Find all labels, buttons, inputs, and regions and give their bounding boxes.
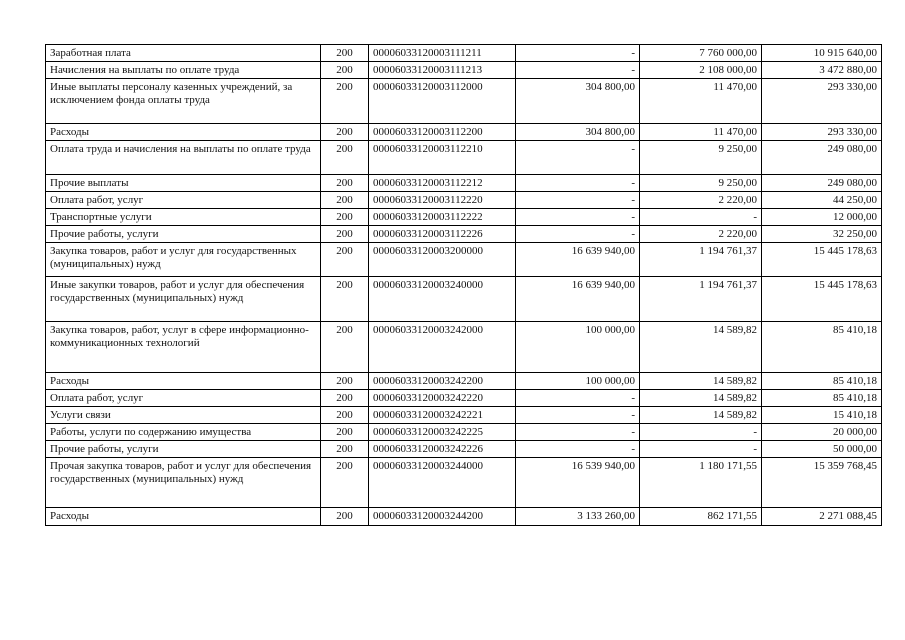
row-name: Оплата труда и начисления на выплаты по оплате труда [46, 141, 321, 175]
row-line-code: 200 [321, 373, 369, 390]
budget-table [45, 44, 882, 526]
row-name: Расходы [46, 373, 321, 390]
row-budget-code: 00006033120003112000 [369, 79, 516, 124]
row-line-code: 200 [321, 45, 369, 62]
row-budget-code: 00006033120003200000 [369, 243, 516, 277]
row-executed: 9 250,00 [640, 141, 762, 175]
row-executed: - [640, 441, 762, 458]
row-name: Прочая закупка товаров, работ и услуг для обеспечения государственных (муниципальных) нужд [46, 458, 321, 508]
row-executed: 9 250,00 [640, 175, 762, 192]
row-approved: - [516, 141, 640, 175]
row-budget-code: 00006033120003242225 [369, 424, 516, 441]
row-budget-code: 00006033120003111211 [369, 45, 516, 62]
row-budget-code: 00006033120003242000 [369, 322, 516, 373]
row-approved: - [516, 175, 640, 192]
row-remaining: 15 445 178,63 [762, 243, 882, 277]
row-line-code: 200 [321, 79, 369, 124]
row-name: Услуги связи [46, 407, 321, 424]
row-budget-code: 00006033120003242221 [369, 407, 516, 424]
row-line-code: 200 [321, 141, 369, 175]
row-name: Закупка товаров, работ, услуг в сфере информационно-коммуникационных технологий [46, 322, 321, 373]
row-name: Расходы [46, 508, 321, 526]
table-row [46, 441, 882, 458]
row-remaining: 249 080,00 [762, 175, 882, 192]
budget-table-body [46, 45, 882, 526]
row-remaining: 44 250,00 [762, 192, 882, 209]
row-approved: - [516, 407, 640, 424]
table-row [46, 373, 882, 390]
table-row [46, 458, 882, 508]
row-executed: 11 470,00 [640, 124, 762, 141]
table-row [46, 508, 882, 526]
row-line-code: 200 [321, 124, 369, 141]
row-remaining: 15 359 768,45 [762, 458, 882, 508]
row-executed: - [640, 209, 762, 226]
row-remaining: 293 330,00 [762, 124, 882, 141]
row-line-code: 200 [321, 390, 369, 407]
row-budget-code: 00006033120003112200 [369, 124, 516, 141]
row-name: Расходы [46, 124, 321, 141]
row-executed: 1 194 761,37 [640, 243, 762, 277]
row-budget-code: 00006033120003111213 [369, 62, 516, 79]
row-name: Прочие работы, услуги [46, 441, 321, 458]
table-row [46, 243, 882, 277]
row-approved: - [516, 45, 640, 62]
row-remaining: 15 410,18 [762, 407, 882, 424]
row-name: Оплата работ, услуг [46, 192, 321, 209]
row-approved: 304 800,00 [516, 124, 640, 141]
row-name: Иные закупки товаров, работ и услуг для обеспечения государственных (муниципальных) нужд [46, 277, 321, 322]
row-name: Закупка товаров, работ и услуг для государственных (муниципальных) нужд [46, 243, 321, 277]
row-budget-code: 00006033120003112226 [369, 226, 516, 243]
row-line-code: 200 [321, 175, 369, 192]
row-budget-code: 00006033120003244200 [369, 508, 516, 526]
table-row [46, 79, 882, 124]
row-remaining: 15 445 178,63 [762, 277, 882, 322]
row-approved: - [516, 441, 640, 458]
row-executed: 11 470,00 [640, 79, 762, 124]
row-line-code: 200 [321, 458, 369, 508]
row-approved: 16 639 940,00 [516, 243, 640, 277]
row-executed: 1 194 761,37 [640, 277, 762, 322]
row-executed: 1 180 171,55 [640, 458, 762, 508]
table-row [46, 226, 882, 243]
table-row [46, 277, 882, 322]
row-executed: - [640, 424, 762, 441]
row-budget-code: 00006033120003242220 [369, 390, 516, 407]
row-executed: 862 171,55 [640, 508, 762, 526]
table-row [46, 141, 882, 175]
row-line-code: 200 [321, 424, 369, 441]
row-budget-code: 00006033120003112222 [369, 209, 516, 226]
row-approved: - [516, 62, 640, 79]
row-executed: 2 220,00 [640, 226, 762, 243]
row-budget-code: 00006033120003244000 [369, 458, 516, 508]
row-remaining: 293 330,00 [762, 79, 882, 124]
row-budget-code: 00006033120003112212 [369, 175, 516, 192]
table-row [46, 62, 882, 79]
row-line-code: 200 [321, 192, 369, 209]
row-line-code: 200 [321, 407, 369, 424]
row-approved: 16 639 940,00 [516, 277, 640, 322]
row-remaining: 85 410,18 [762, 373, 882, 390]
row-name: Прочие работы, услуги [46, 226, 321, 243]
row-approved: - [516, 192, 640, 209]
row-remaining: 10 915 640,00 [762, 45, 882, 62]
row-line-code: 200 [321, 243, 369, 277]
row-approved: - [516, 226, 640, 243]
row-remaining: 85 410,18 [762, 322, 882, 373]
row-remaining: 3 472 880,00 [762, 62, 882, 79]
row-line-code: 200 [321, 62, 369, 79]
row-name: Начисления на выплаты по оплате труда [46, 62, 321, 79]
row-executed: 2 220,00 [640, 192, 762, 209]
row-line-code: 200 [321, 441, 369, 458]
row-executed: 7 760 000,00 [640, 45, 762, 62]
row-name: Транспортные услуги [46, 209, 321, 226]
row-remaining: 2 271 088,45 [762, 508, 882, 526]
row-budget-code: 00006033120003242226 [369, 441, 516, 458]
row-approved: 3 133 260,00 [516, 508, 640, 526]
row-executed: 14 589,82 [640, 390, 762, 407]
table-row [46, 209, 882, 226]
row-budget-code: 00006033120003112210 [369, 141, 516, 175]
row-line-code: 200 [321, 209, 369, 226]
row-approved: 16 539 940,00 [516, 458, 640, 508]
row-name: Прочие выплаты [46, 175, 321, 192]
row-budget-code: 00006033120003240000 [369, 277, 516, 322]
row-budget-code: 00006033120003112220 [369, 192, 516, 209]
row-line-code: 200 [321, 226, 369, 243]
row-remaining: 32 250,00 [762, 226, 882, 243]
row-line-code: 200 [321, 508, 369, 526]
row-executed: 14 589,82 [640, 322, 762, 373]
row-approved: 100 000,00 [516, 322, 640, 373]
row-name: Работы, услуги по содержанию имущества [46, 424, 321, 441]
row-remaining: 85 410,18 [762, 390, 882, 407]
row-approved: 304 800,00 [516, 79, 640, 124]
row-name: Заработная плата [46, 45, 321, 62]
row-approved: - [516, 390, 640, 407]
table-row [46, 45, 882, 62]
row-remaining: 50 000,00 [762, 441, 882, 458]
row-approved: - [516, 424, 640, 441]
table-row [46, 175, 882, 192]
row-approved: - [516, 209, 640, 226]
row-line-code: 200 [321, 322, 369, 373]
table-row [46, 192, 882, 209]
row-remaining: 12 000,00 [762, 209, 882, 226]
row-approved: 100 000,00 [516, 373, 640, 390]
table-row [46, 322, 882, 373]
row-name: Оплата работ, услуг [46, 390, 321, 407]
row-executed: 2 108 000,00 [640, 62, 762, 79]
row-remaining: 249 080,00 [762, 141, 882, 175]
row-line-code: 200 [321, 277, 369, 322]
row-executed: 14 589,82 [640, 373, 762, 390]
table-row [46, 390, 882, 407]
row-executed: 14 589,82 [640, 407, 762, 424]
table-row [46, 407, 882, 424]
row-remaining: 20 000,00 [762, 424, 882, 441]
row-name: Иные выплаты персоналу казенных учреждений, за исключением фонда оплаты труда [46, 79, 321, 124]
table-row [46, 124, 882, 141]
row-budget-code: 00006033120003242200 [369, 373, 516, 390]
table-row [46, 424, 882, 441]
